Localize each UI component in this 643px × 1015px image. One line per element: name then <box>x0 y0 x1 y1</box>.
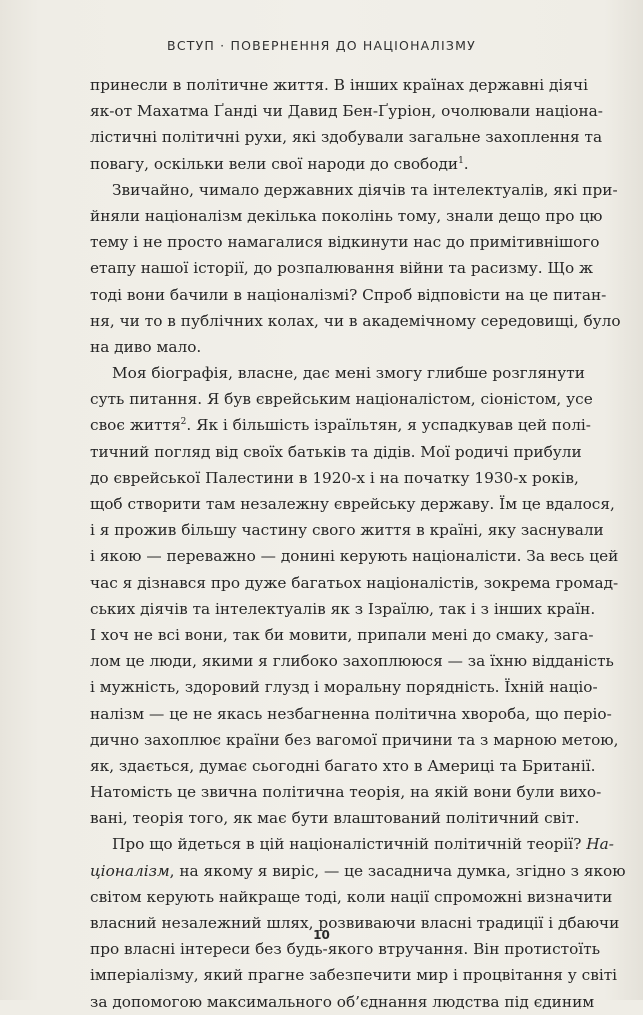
text-line-content: лістичні політичні рухи, які здобували загальне захоплення та <box>90 128 603 147</box>
text-line <box>90 465 579 491</box>
text-line <box>90 360 585 386</box>
text-line-content: І хоч не всі вони, так би мовити, припали мені до смаку, зага- <box>90 625 594 644</box>
text-line <box>90 543 619 569</box>
text-line-content: на диво мало. <box>90 337 202 356</box>
text-line-content: імперіалізму, який прагне забезпечити мир і процвітання у світі <box>90 966 618 985</box>
emphasized-term: На- <box>586 835 614 854</box>
text-line-content: принесли в політичне життя. В інших країнах державні діячі <box>90 76 588 94</box>
text-line-content: як-от Махатма Ґанді чи Давид Бен-Ґуріон, очолювали націона- <box>90 102 603 121</box>
text-line-content: вані, теорія того, як має бути влаштований політичний світ. <box>90 809 580 828</box>
running-head: ВСТУП · ПОВЕРНЕННЯ ДО НАЦІОНАЛІЗМУ <box>167 38 476 53</box>
text-line <box>90 491 615 517</box>
text-line-content: суть питання. Я був єврейським націоналістом, сіоністом, усе <box>90 390 593 409</box>
text-line <box>90 701 612 727</box>
text-line-continuation: . Як і більшість ізраїльтян, я успадкував цей полі- <box>186 416 591 435</box>
text-line <box>90 884 613 910</box>
body-text <box>90 72 626 1015</box>
text-line-content: ських діячів та інтелектуалів як з Ізраїлю, так і з інших країн. <box>90 599 596 618</box>
footnote-marker[interactable]: 1 <box>458 155 464 166</box>
text-line-content: світом керують найкраще тоді, коли нації спроможні визначити <box>90 887 613 906</box>
text-line-content: власний незалежний шлях, розвиваючи власні традиції і дбаючи <box>90 914 620 932</box>
text-line <box>90 727 619 753</box>
text-line-content: і якою — переважно — донині керують націоналісти. За весь цей <box>90 547 619 566</box>
text-line <box>90 282 607 308</box>
text-line-continuation: . <box>463 154 469 173</box>
text-line <box>90 334 552 360</box>
text-line-content: ня, чи то в публічних колах, чи в академічному середовищі, було <box>90 311 621 330</box>
text-line <box>90 805 580 831</box>
text-line <box>90 989 595 1015</box>
text-line-content: лом це люди, якими я глибоко захоплююся — за їхню відданість <box>90 652 614 671</box>
footnote-marker[interactable]: 2 <box>180 417 187 428</box>
text-line <box>90 858 626 884</box>
text-line <box>90 779 602 805</box>
text-line-content: і я прожив більшу частину свого життя в країні, яку заснували <box>90 521 604 540</box>
emphasized-term: ціоналізм <box>90 861 170 880</box>
text-line-content: Натомість це звична політична теорія, на якій вони були вихо- <box>90 783 602 802</box>
text-line <box>90 177 618 203</box>
page-number: 10 <box>313 928 330 942</box>
text-line-content: тему і не просто намагалися відкинути нас до примітивнішого <box>90 233 600 252</box>
text-line <box>90 124 603 150</box>
text-line-content: Про що йдеться в цій націоналістичній політичній теорії? <box>112 835 587 854</box>
text-line-content: і мужність, здоровий глузд і моральну порядність. Їхній націо- <box>90 678 598 697</box>
text-line-content: про власні інтереси без будь-якого втручання. Він протистоїть <box>90 940 601 959</box>
text-line-content: до єврейської Палестини в 1920-х і на початку 1930-х років, <box>90 468 579 487</box>
text-line-content: йняли націоналізм декілька поколінь тому, знали дещо про цю <box>90 206 603 225</box>
text-line-content: своє життя <box>90 416 181 435</box>
text-line-content: дично захоплює країни без вагомої причини та з марною метою, <box>90 730 619 749</box>
text-line <box>90 98 603 124</box>
text-line <box>90 753 596 779</box>
text-line <box>90 229 600 255</box>
text-line-content: етапу нашої історії, до розпалювання війни та расизму. Що ж <box>90 259 594 278</box>
text-line <box>90 831 614 857</box>
text-line <box>90 151 552 177</box>
text-line-content: щоб створити там незалежну єврейську державу. Їм це вдалося, <box>90 495 615 513</box>
text-line <box>90 962 618 988</box>
text-line-content: як, здається, думає сьогодні багато хто в Америці та Британії. <box>90 756 596 775</box>
text-line-content: Звичайно, чимало державних діячів та інтелектуалів, які при- <box>112 180 618 199</box>
text-line <box>90 386 593 412</box>
text-line <box>90 255 594 281</box>
text-line-content: Моя біографія, власне, дає мені змогу глибше розглянути <box>112 364 585 383</box>
text-line-content: повагу, оскільки вели свої народи до свободи <box>90 154 459 173</box>
text-line <box>90 596 596 622</box>
text-line-content: налізм — це не якась незбагненна політична хвороба, що періо- <box>90 704 612 723</box>
text-line-content: тоді вони бачили в націоналізмі? Спроб відповісти на це питан- <box>90 285 607 304</box>
text-line <box>90 439 582 465</box>
text-line <box>90 72 588 98</box>
text-line <box>90 203 603 229</box>
text-line <box>90 308 621 334</box>
text-line <box>90 412 591 438</box>
text-line <box>90 674 598 700</box>
text-line-content: за допомогою максимального об’єднання людства під єдиним <box>90 992 595 1011</box>
text-line-continuation: , на якому я виріс, — це засаднича думка, згідно з якою <box>169 861 626 880</box>
text-line <box>90 622 594 648</box>
text-line <box>90 517 604 543</box>
text-line <box>90 648 614 674</box>
text-line-content: час я дізнався про дуже багатьох націоналістів, зокрема громад- <box>90 573 619 592</box>
text-line-content: тичний погляд від своїх батьків та дідів. Мої родичі прибули <box>90 442 582 461</box>
text-line <box>90 570 619 596</box>
